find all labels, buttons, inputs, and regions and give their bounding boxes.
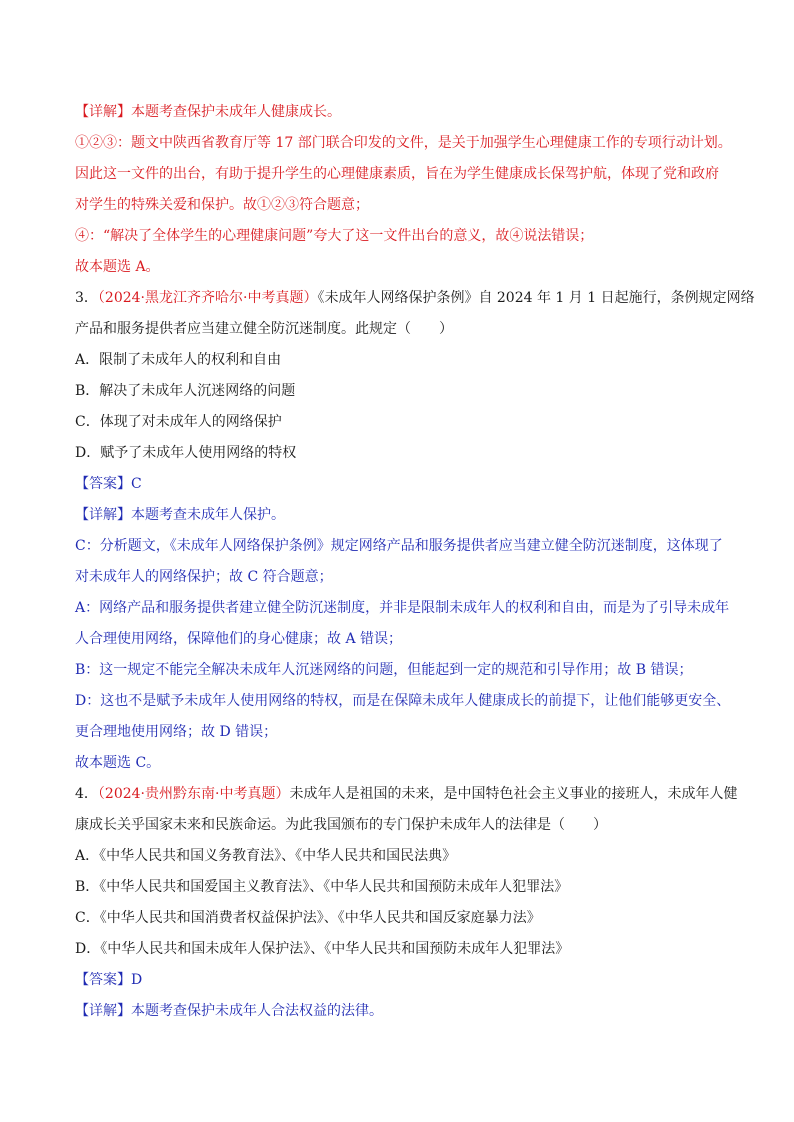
- question-3-option-b: B．解决了未成年人沉迷网络的问题: [75, 383, 296, 399]
- question-4-detail: 【详解】本题考查保护未成年人合法权益的法律。: [75, 1003, 383, 1019]
- conclusion: 故本题选 A。: [75, 259, 160, 275]
- question-3-analysis-c-line-2: 对未成年人的网络保护；故 C 符合题意；: [75, 569, 333, 585]
- question-3-detail: 【详解】本题考查未成年人保护。: [75, 507, 285, 523]
- question-stem: 《未成年人网络保护条例》自 2024 年 1 月 1 日起施行，条例规定网络: [317, 290, 755, 306]
- question-3-stem-line-2: 产品和服务提供者应当建立健全防沉迷制度。此规定（ ）: [75, 321, 453, 337]
- analysis-paragraph-1-line-1: ①②③：题文中陕西省教育厅等 17 部门联合印发的文件，是关于加强学生心理健康工作的专项行动计划。: [75, 135, 732, 151]
- question-stem: 未成年人是祖国的未来，是中国特色社会主义事业的接班人，未成年人健: [289, 786, 738, 802]
- question-4-stem-line-2: 康成长关乎国家未来和民族命运。为此我国颁布的专门保护未成年人的法律是（ ）: [75, 817, 607, 833]
- question-4-option-a: A．《中华人民共和国义务教育法》、《中华人民共和国民法典》: [75, 848, 457, 864]
- analysis-paragraph-1-line-3: 对学生的特殊关爱和保护。故①②③符合题意；: [75, 197, 369, 213]
- analysis-paragraph-1-line-2: 因此这一文件的出台，有助于提升学生的心理健康素质，旨在为学生健康成长保驾护航，体现了党和政府: [75, 166, 719, 182]
- question-3-analysis-d-line-1: D：这也不是赋予未成年人使用网络的特权，而是在保障未成年人健康成长的前提下，让他们能够更安全、: [75, 693, 731, 709]
- question-3-analysis-c-line-1: C：分析题文，《未成年人网络保护条例》规定网络产品和服务提供者应当建立健全防沉迷制度，这体现了: [75, 538, 723, 554]
- question-3-analysis-a-line-1: A：网络产品和服务提供者建立健全防沉迷制度，并非是限制未成年人的权利和自由，而是为了引导未成年: [75, 600, 730, 616]
- question-3-analysis-b-line-1: B：这一规定不能完全解决未成年人沉迷网络的问题，但能起到一定的规范和引导作用；故 B 错误；: [75, 662, 693, 678]
- question-4-option-b: B．《中华人民共和国爱国主义教育法》、《中华人民共和国预防未成年人犯罪法》: [75, 879, 569, 895]
- question-number: 3．: [75, 290, 98, 306]
- question-source: （2024·贵州黔东南·中考真题）: [97, 786, 290, 802]
- question-3-analysis-d-line-2: 更合理地使用网络；故 D 错误；: [75, 724, 278, 740]
- question-4-option-c: C．《中华人民共和国消费者权益保护法》、《中华人民共和国反家庭暴力法》: [75, 910, 541, 926]
- detail-line: 【详解】本题考查保护未成年人健康成长。: [75, 104, 341, 120]
- question-4-option-d: D．《中华人民共和国未成年人保护法》、《中华人民共和国预防未成年人犯罪法》: [75, 941, 570, 957]
- question-3-analysis-a-line-2: 人合理使用网络，保障他们的身心健康；故 A 错误；: [75, 631, 403, 647]
- question-3-answer: 【答案】C: [75, 476, 142, 492]
- question-3-option-c: C．体现了对未成年人的网络保护: [75, 414, 282, 430]
- question-4-answer: 【答案】D: [75, 972, 143, 988]
- question-4-stem-line-1: [75, 784, 738, 804]
- question-3-conclusion: 故本题选 C。: [75, 755, 161, 771]
- question-3-stem-line-1: [75, 288, 755, 308]
- question-source: （2024·黑龙江齐齐哈尔·中考真题）: [97, 290, 318, 306]
- question-3-option-a: A．限制了未成年人的权利和自由: [75, 352, 282, 368]
- question-3-option-d: D．赋予了未成年人使用网络的特权: [75, 445, 297, 461]
- question-number: 4．: [75, 786, 98, 802]
- analysis-paragraph-2: ④：“解决了全体学生的心理健康问题”夸大了这一文件出台的意义，故④说法错误；: [75, 228, 594, 244]
